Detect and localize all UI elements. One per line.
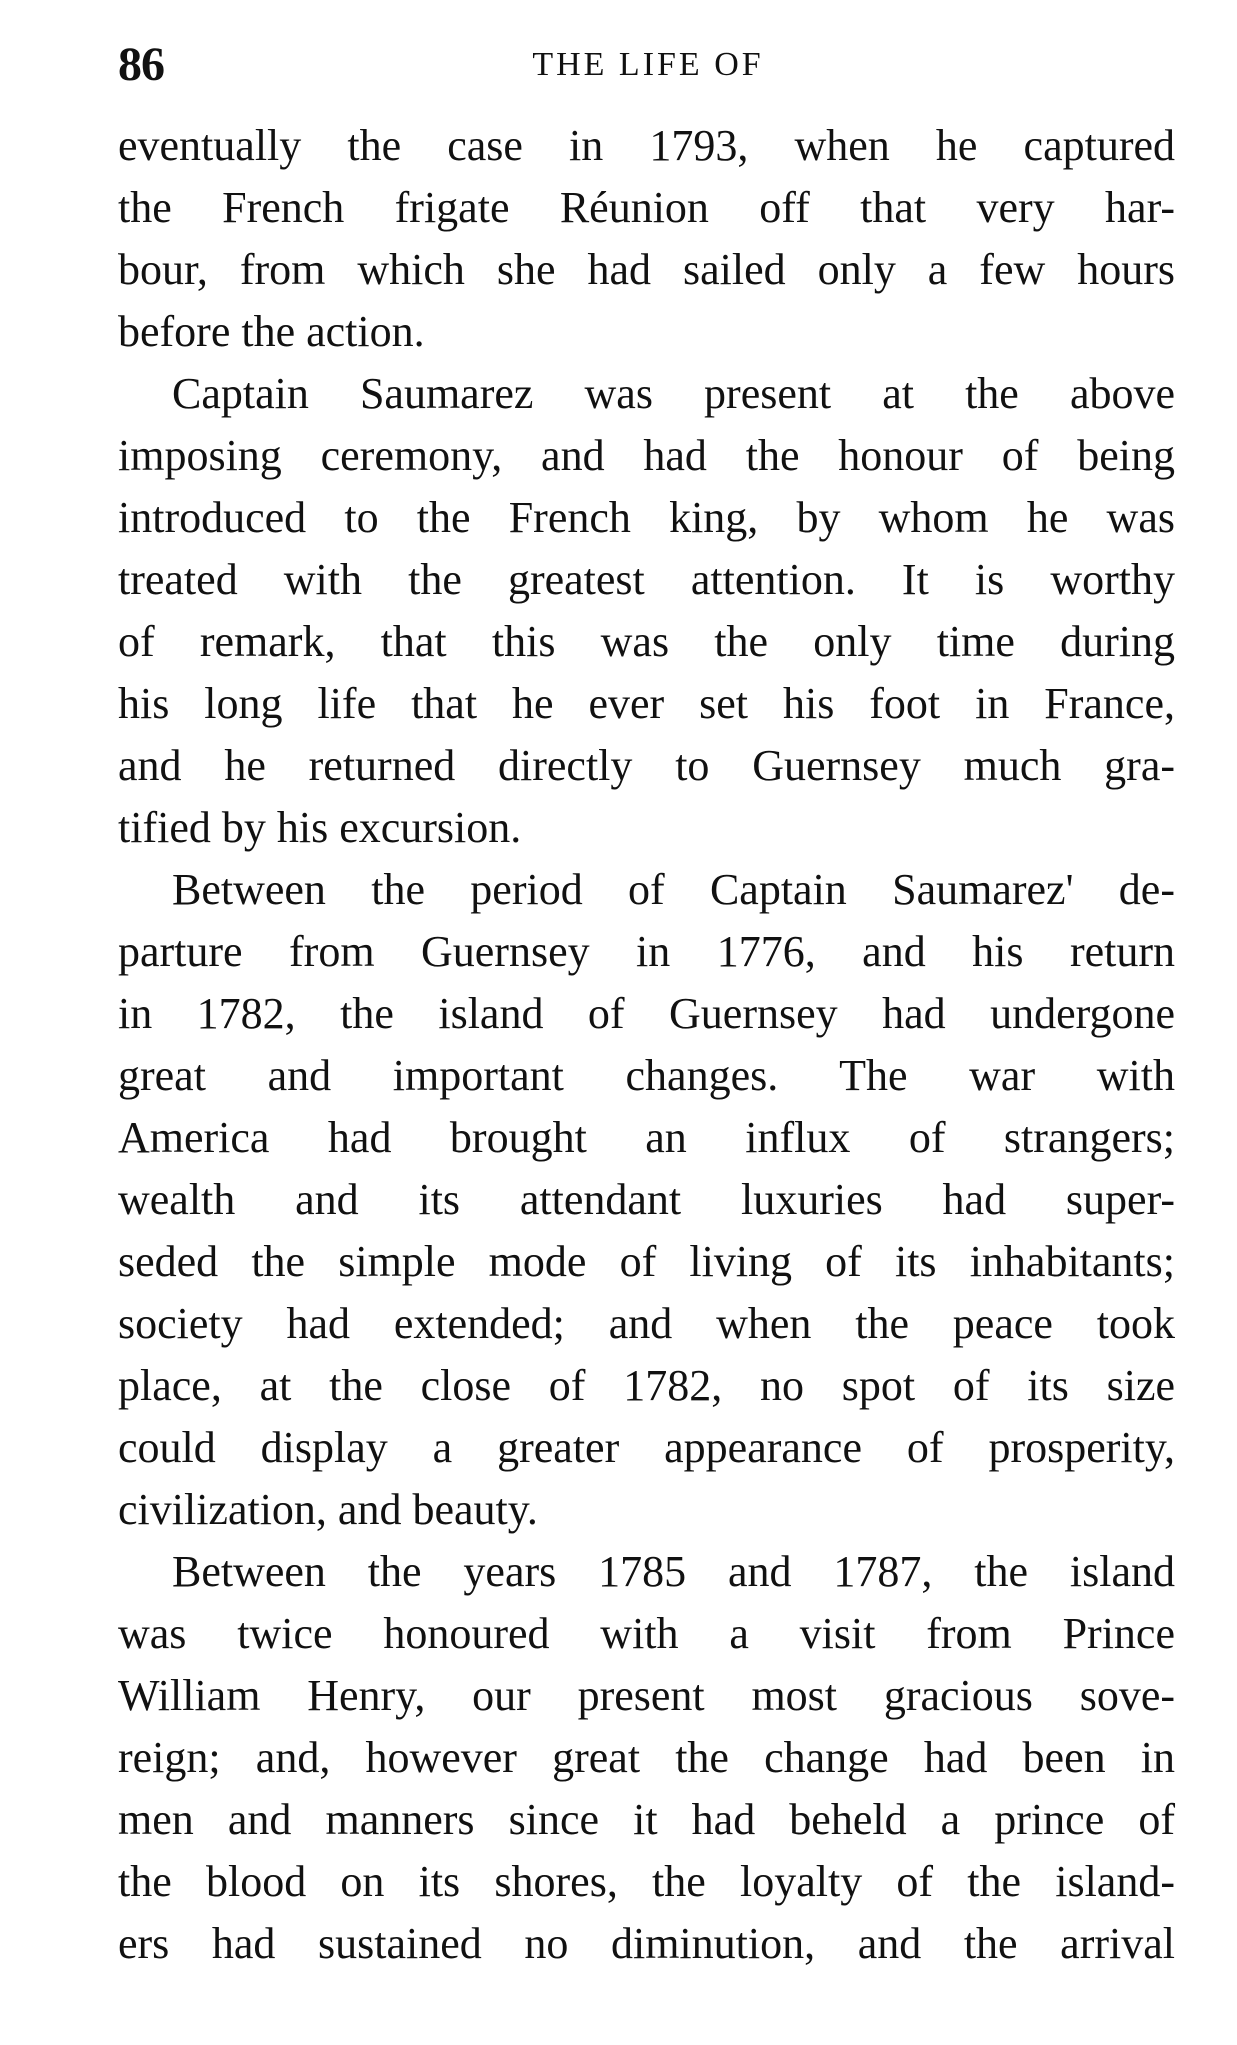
text-line: introduced to the French king, by whom he was [118,493,1175,542]
text-line: the blood on its shores, the loyalty of the island- [118,1857,1175,1906]
text-line: great and important changes. The war with [118,1051,1175,1100]
text-line: bour, from which she had sailed only a few hours [118,245,1175,294]
text-line: Captain Saumarez was present at the above [172,369,1175,418]
page-header [118,30,1178,100]
paragraph-4 [118,1541,1175,1975]
text-line: eventually the case in 1793, when he captured [118,121,1175,170]
paragraph-2 [118,363,1175,859]
text-line: in 1782, the island of Guernsey had undergone [118,989,1175,1038]
text-line: of remark, that this was the only time during [118,617,1175,666]
text-line: was twice honoured with a visit from Prince [118,1609,1175,1658]
text-line: place, at the close of 1782, no spot of its size [118,1361,1175,1410]
text-line: society had extended; and when the peace took [118,1299,1175,1348]
text-line: imposing ceremony, and had the honour of being [118,431,1175,480]
text-line: before the action. [118,307,425,356]
running-title: THE LIFE OF [532,46,764,83]
paragraph-3 [118,859,1175,1541]
text-line: and he returned directly to Guernsey much gra- [118,741,1175,790]
text-line: William Henry, our present most gracious sove- [118,1671,1175,1720]
text-line: could display a greater appearance of prosperity, [118,1423,1175,1472]
text-line: Between the years 1785 and 1787, the island [172,1547,1175,1596]
text-line: reign; and, however great the change had been in [118,1733,1175,1782]
page-number: 86 [118,38,164,91]
text-line: wealth and its attendant luxuries had super- [118,1175,1175,1224]
body-text [118,115,1175,1975]
text-line: ers had sustained no diminution, and the arrival [118,1919,1175,1968]
text-line: America had brought an influx of strangers; [118,1113,1175,1162]
text-line: Between the period of Captain Saumarez' de- [172,865,1175,914]
text-line: his long life that he ever set his foot in France, [118,679,1175,728]
text-line: men and manners since it had beheld a prince of [118,1795,1175,1844]
text-line: parture from Guernsey in 1776, and his return [118,927,1175,976]
text-line: the French frigate Réunion off that very har- [118,183,1175,232]
paragraph-1 [118,115,1175,363]
text-line: tified by his excursion. [118,803,522,852]
text-line: civilization, and beauty. [118,1485,538,1534]
text-line: seded the simple mode of living of its inhabitants; [118,1237,1175,1286]
text-line: treated with the greatest attention. It is worthy [118,555,1175,604]
